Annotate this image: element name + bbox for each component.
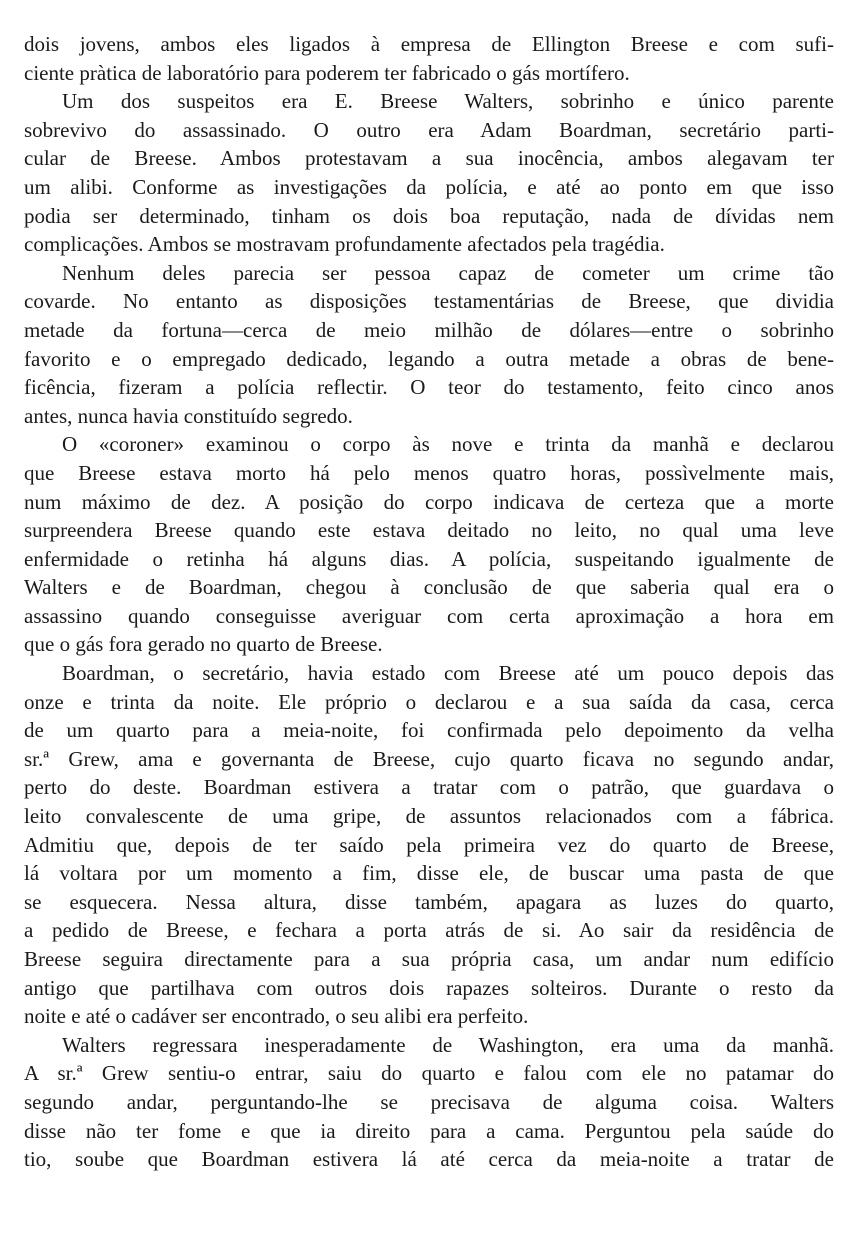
text-line: Admitiu que, depois de ter saído pela primeira vez do quarto de Breese, [24, 832, 834, 857]
text-line: ciente pràtica de laboratório para poderem ter fabricado o gás mortífero. [24, 60, 630, 85]
text-line: favorito e o empregado dedicado, legando a outra metade a obras de bene- [24, 346, 834, 371]
text-line: assassino quando conseguisse averiguar com certa aproximação a hora em [24, 603, 834, 628]
text-line: sobrevivo do assassinado. O outro era Adam Boardman, secretário parti- [24, 117, 834, 142]
text-line: que Breese estava morto há pelo menos quatro horas, possìvelmente mais, [24, 460, 834, 485]
text-line: ficência, fizeram a polícia reflectir. O teor do testamento, feito cinco anos [24, 375, 834, 400]
text-line: disse não ter fome e que ia direito para a cama. Perguntou pela saúde do [24, 1118, 834, 1143]
text-line: surpreendera Breese quando este estava deitado no leito, no qual uma leve [24, 518, 834, 543]
paragraph [24, 87, 834, 259]
text-line: Nenhum deles parecia ser pessoa capaz de cometer um crime tão [62, 260, 834, 285]
text-line: antigo que partilhava com outros dois rapazes solteiros. Durante o resto da [24, 975, 834, 1000]
text-line: Boardman, o secretário, havia estado com Breese até um pouco depois das [62, 661, 834, 686]
text-line: covarde. No entanto as disposições testamentárias de Breese, que dividia [24, 289, 834, 314]
text-line: podia ser determinado, tinham os dois boa reputação, nada de dívidas nem [24, 203, 834, 228]
text-line: se esquecera. Nessa altura, disse também, apagara as luzes do quarto, [24, 889, 834, 914]
paragraph [24, 430, 834, 659]
text-line: perto do deste. Boardman estivera a tratar com o patrão, que guardava o [24, 775, 834, 800]
text-line: a pedido de Breese, e fechara a porta atrás de si. Ao sair da residência de [24, 918, 834, 943]
text-line: tio, soube que Boardman estivera lá até cerca da meia-noite a tratar de [24, 1147, 834, 1172]
text-line: um alibi. Conforme as investigações da polícia, e até ao ponto em que isso [24, 174, 834, 199]
book-page [24, 30, 834, 1174]
text-line: leito convalescente de uma gripe, de assuntos relacionados com a fábrica. [24, 804, 834, 829]
text-line: lá voltara por um momento a fim, disse ele, de buscar uma pasta de que [24, 861, 834, 886]
text-line: complicações. Ambos se mostravam profundamente afectados pela tragédia. [24, 232, 665, 257]
text-line: de um quarto para a meia-noite, foi confirmada pelo depoimento da velha [24, 718, 834, 743]
text-line: num máximo de dez. A posição do corpo indicava de certeza que a morte [24, 489, 834, 514]
text-line: sr.ª Grew, ama e governanta de Breese, cujo quarto ficava no segundo andar, [24, 746, 834, 771]
text-line: metade da fortuna—cerca de meio milhão de dólares—entre o sobrinho [24, 317, 834, 342]
text-line: antes, nunca havia constituído segredo. [24, 403, 353, 428]
paragraph [24, 259, 834, 431]
text-line: onze e trinta da noite. Ele próprio o declarou e a sua saída da casa, cerca [24, 689, 834, 714]
paragraph [24, 659, 834, 1031]
text-line: A sr.ª Grew sentiu-o entrar, saiu do quarto e falou com ele no patamar do [24, 1061, 834, 1086]
text-line: dois jovens, ambos eles ligados à empresa de Ellington Breese e com sufi- [24, 32, 834, 56]
text-line: enfermidade o retinha há alguns dias. A polícia, suspeitando igualmente de [24, 546, 834, 571]
paragraph [24, 30, 834, 87]
text-line: Walters regressara inesperadamente de Washington, era uma da manhã. [62, 1032, 834, 1057]
text-line: noite e até o cadáver ser encontrado, o seu alibi era perfeito. [24, 1004, 529, 1029]
text-line: que o gás fora gerado no quarto de Breese. [24, 632, 383, 657]
text-line: O «coroner» examinou o corpo às nove e trinta da manhã e declarou [62, 432, 834, 457]
text-line: segundo andar, perguntando-lhe se precisava de alguma coisa. Walters [24, 1089, 834, 1114]
text-line: Breese seguira directamente para a sua própria casa, um andar num edifício [24, 947, 834, 971]
text-line: cular de Breese. Ambos protestavam a sua inocência, ambos alegavam ter [24, 146, 834, 171]
paragraph [24, 1031, 834, 1174]
text-line: Walters e de Boardman, chegou à conclusão de que saberia qual era o [24, 575, 834, 600]
text-line: Um dos suspeitos era E. Breese Walters, sobrinho e único parente [62, 89, 834, 114]
